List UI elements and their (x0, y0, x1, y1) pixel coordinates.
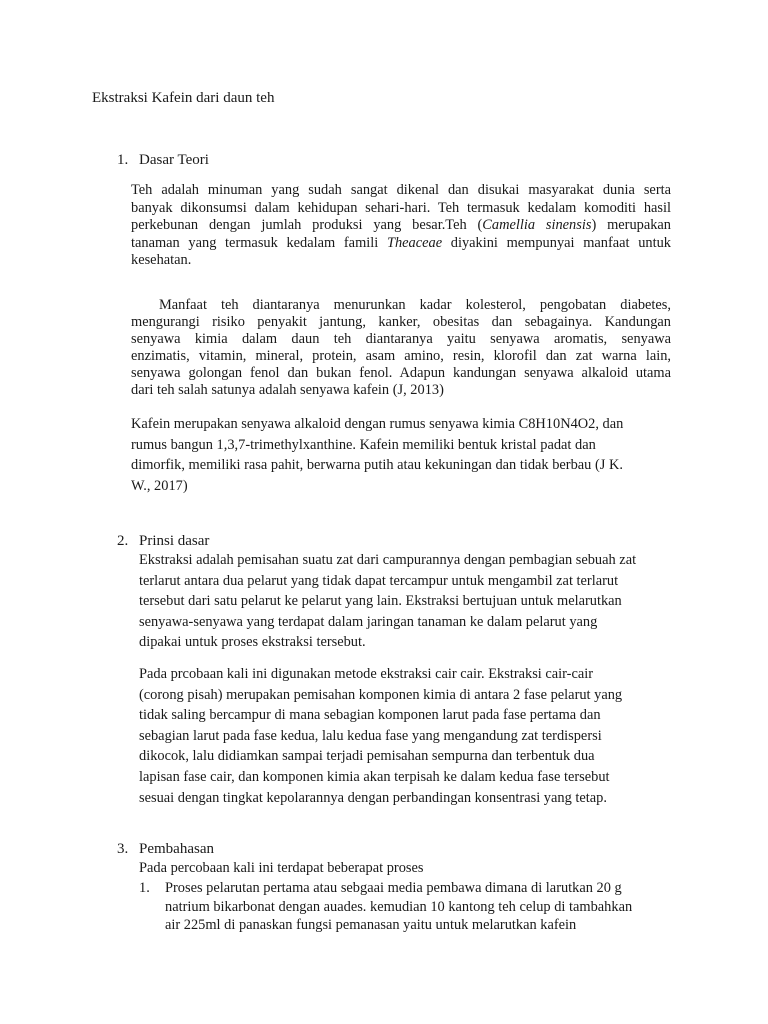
paragraph-line: Ekstraksi adalah pemisahan suatu zat dari campurannya dengan pembagian sebuah zat (139, 552, 637, 568)
section-number: 2. (117, 533, 129, 549)
paragraph-line: Manfaat teh diantaranya menurunkan kadar kolesterol, pengobatan diabetes, (159, 297, 671, 313)
paragraph-line: dipakai untuk proses ekstraksi tersebut. (139, 634, 366, 651)
paragraph-line: senyawa-senyawa yang terdapat dalam jaringan tanaman ke dalam pelarut yang (139, 613, 598, 630)
section-heading-text: Pembahasan (139, 841, 214, 857)
paragraph-line: W., 2017) (131, 477, 188, 494)
paragraph-line: Kafein merupakan senyawa alkaloid dengan rumus senyawa kimia C8H10N4O2, dan (131, 416, 624, 432)
section-heading-text: Dasar Teori (139, 152, 209, 168)
section-heading-prinsi-dasar (117, 532, 317, 550)
paragraph-teh (131, 182, 671, 270)
paragraph-line-theaceae: tanaman yang termasuk kedalam famili Theaceae diyakini mempunyai manfaat untuk (131, 234, 671, 251)
section-number: 3. (117, 841, 129, 857)
list-item-line: natrium bikarbonat dengan auades. kemudian 10 kantong teh celup di tambahkan (165, 898, 633, 915)
paragraph-manfaat (131, 297, 671, 399)
list-item-number: 1. (139, 880, 150, 896)
paragraph-line: tersebut dari satu pelarut ke pelarut yang lain. Ekstraksi bertujuan untuk melarutkan (139, 593, 622, 610)
paragraph-line: rumus bangun 1,3,7-trimethylxanthine. Kafein memiliki bentuk kristal padat dan (131, 436, 596, 453)
paragraph-line: dikocok, lalu didiamkan sampai terjadi pemisahan sempurna dan terbentuk dua (139, 748, 595, 765)
paragraph-percobaan (139, 664, 673, 808)
paragraph-line: terlarut antara dua pelarut yang tidak dapat tercampur untuk mengambil zat terlarut (139, 572, 619, 589)
paragraph-line: kesehatan. (131, 252, 192, 268)
list-item-line: air 225ml di panaskan fungsi pemanasan yaitu untuk melarutkan kafein (165, 917, 577, 933)
paragraph-line: dari teh salah satunya adalah senyawa kafein (J, 2013) (131, 382, 444, 398)
paragraph-line: Teh adalah minuman yang sudah sangat dikenal dan disukai masyarakat dunia serta (131, 182, 671, 198)
paragraph-line: tidak saling bercampur di mana sebagian komponen larut pada fase pertama dan (139, 707, 601, 724)
paragraph-line: mengurangi risiko penyakit jantung, kanker, obesitas dan sebagainya. Kandungan (131, 314, 671, 330)
list-item (139, 879, 701, 939)
paragraph-line: senyawa golongan fenol dan bukan fenol. Adapun kandungan senyawa alkaloid utama (131, 365, 671, 381)
section-heading-dasar-teori (117, 151, 317, 169)
pembahasan-intro: Pada percobaan kali ini terdapat beberapat proses (139, 860, 424, 876)
paragraph-line: Pada prcobaan kali ini digunakan metode ekstraksi cair cair. Ekstraksi cair-cair (139, 666, 594, 682)
list-item-line: Proses pelarutan pertama atau sebgaai media pembawa dimana di larutkan 20 g (165, 880, 622, 896)
paragraph-line: banyak dikonsumsi dalam kehidupan sehari-hari. Teh termasuk kedalam komoditi hasil (131, 199, 671, 216)
section-heading-text: Prinsi dasar (139, 533, 210, 549)
paragraph-line-camellia: perkebunan dengan jumlah produksi yang besar.Teh (Camellia sinensis) merupakan (131, 217, 672, 233)
paragraph-ekstraksi (139, 550, 673, 653)
paragraph-line: senyawa kimia dalam daun teh diantaranya yaitu senyawa aromatis, senyawa (131, 331, 671, 347)
section-number: 1. (117, 152, 129, 168)
paragraph-line: dimorfik, memiliki rasa pahit, berwarna putih atau kekuningan dan tidak berbau (J K. (131, 457, 623, 473)
section-heading-pembahasan (117, 840, 317, 858)
document-title: Ekstraksi Kafein dari daun teh (92, 90, 275, 106)
paragraph-line: (corong pisah) merupakan pemisahan komponen kimia di antara 2 fase pelarut yang (139, 686, 623, 703)
list-item-body (165, 879, 701, 935)
paragraph-line: sebagian larut pada fase kedua, lalu kedua fase yang mengandung zat terdispersi (139, 727, 602, 744)
paragraph-line: sesuai dengan tingkat kepolarannya dengan perbandingan konsentrasi yang tetap. (139, 789, 607, 806)
paragraph-line: lapisan fase cair, dan komponen kimia akan terpisah ke dalam kedua fase tersebut (139, 768, 610, 785)
paragraph-kafein (131, 414, 671, 496)
paragraph-line: enzimatis, vitamin, mineral, protein, asam amino, resin, klorofil dan zat warna lain, (131, 348, 671, 364)
